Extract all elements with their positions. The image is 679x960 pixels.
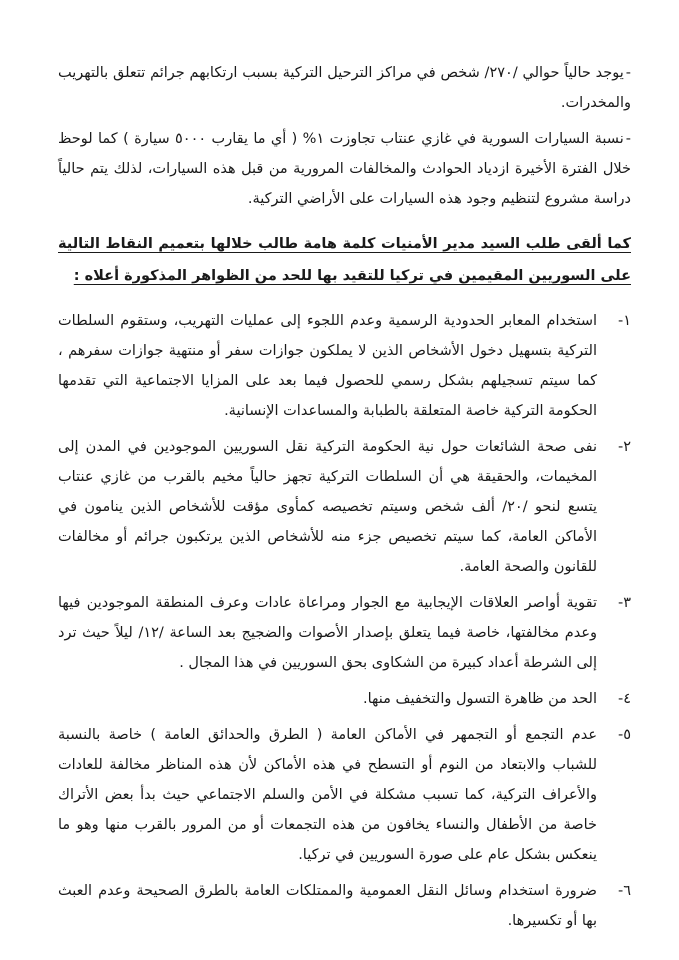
intro-paragraph-2 (58, 124, 631, 214)
item-text: نفى صحة الشائعات حول نية الحكومة التركية نقل السوريين الموجودين في المدن إلى المخيمات، والحقيقة هي أن السلطات التركية تجهز حالياً مخيم بالقرب من غازي عنتاب يتسع لنحو /٢٠/ ألف شخص وسيتم تخصيصه كمأوى مؤقت للأشخاص الذين ينامون في الأماكن العامة، كما سيتم تخصيص جزء منه للأشخاص الذين يرتكبون جرائم أو مخالفات للقانون والصحة العامة. (58, 439, 597, 575)
item-number: ٥- (617, 727, 631, 743)
intro-paragraph-text: يوجد حالياً حوالي /٢٧٠/ شخص في مراكز الترحيل التركية بسبب ارتكابهم جرائم تتعلق بالتهريب والمخدرات. (58, 65, 631, 111)
bullet-dash: - (625, 65, 631, 81)
list-item-1 (58, 306, 631, 426)
document-page (58, 58, 631, 942)
intro-paragraph-text: نسبة السيارات السورية في غازي عنتاب تجاوزت ١% ( أي ما يقارب ٥٠٠٠ سيارة ) كما لوحظ خلال الفترة الأخيرة ازدياد الحوادث والمخالفات المرورية من قبل هذه السيارات، لذلك يتم حالياً دراسة مشروع لتنظيم وجود هذه السيارات على الأراضي التركية. (58, 131, 631, 207)
list-item-4 (58, 684, 631, 714)
list-item-2 (58, 432, 631, 582)
bullet-dash: - (625, 131, 632, 147)
item-number: ٤- (617, 691, 631, 707)
item-text: ضرورة استخدام وسائل النقل العمومية والممتلكات العامة بالطرق الصحيحة وعدم العبث بها أو تكسيرها. (58, 883, 597, 929)
item-number: ٦- (617, 883, 631, 899)
item-number: ١- (617, 313, 631, 329)
item-text: تقوية أواصر العلاقات الإيجابية مع الجوار ومراعاة عادات وعرف المنطقة الموجودين فيها وعدم مخالفتها، خاصة فيما يتعلق بإصدار الأصوات والضجيج بعد الساعة /١٢/ ليلاً حيث ترد إلى الشرطة أعداد كبيرة من الشكاوى بحق السوريين في هذا المجال . (58, 595, 597, 671)
item-text: الحد من ظاهرة التسول والتخفيف منها. (362, 691, 597, 707)
item-number: ٣- (617, 595, 631, 611)
list-item-5 (58, 720, 631, 870)
list-item-3 (58, 588, 631, 678)
item-text: عدم التجمع أو التجمهر في الأماكن العامة ( الطرق والحدائق العامة ) خاصة بالنسبة للشباب والابتعاد من النوم أو التسطح في هذه الأماكن لأن هذه المناظر مخالفة للعادات والأعراف التركية، كما تسبب مشكلة في الأمن والسلم الاجتماعي حيث بدأ بعض الأتراك خاصة من الأطفال والنساء يخافون من هذه التجمعات أو من المرور بالقرب منها وهو ما ينعكس بشكل عام على صورة السوريين في تركيا. (58, 727, 597, 863)
item-text: استخدام المعابر الحدودية الرسمية وعدم اللجوء إلى عمليات التهريب، وستقوم السلطات التركية بتسهيل دخول الأشخاص الذين لا يملكون جوازات سفر أو منتهية جوازات سفرهم ، كما سيتم تسجيلهم بشكل رسمي للحصول فيما بعد على المزايا الاجتماعية التي تقدمها الحكومة التركية خاصة المتعلقة بالطبابة والمساعدات الإنسانية. (58, 313, 597, 419)
section-heading: كما ألقى طلب السيد مدير الأمنيات كلمة هامة طالب خلالها بتعميم النقاط التالية على السوريين المقيمين في تركيا للتقيد بها للحد من الظواهر المذكورة أعلاه : (58, 236, 631, 284)
item-number: ٢- (617, 439, 631, 455)
intro-paragraph-1 (58, 58, 631, 118)
list-item-6 (58, 876, 631, 936)
